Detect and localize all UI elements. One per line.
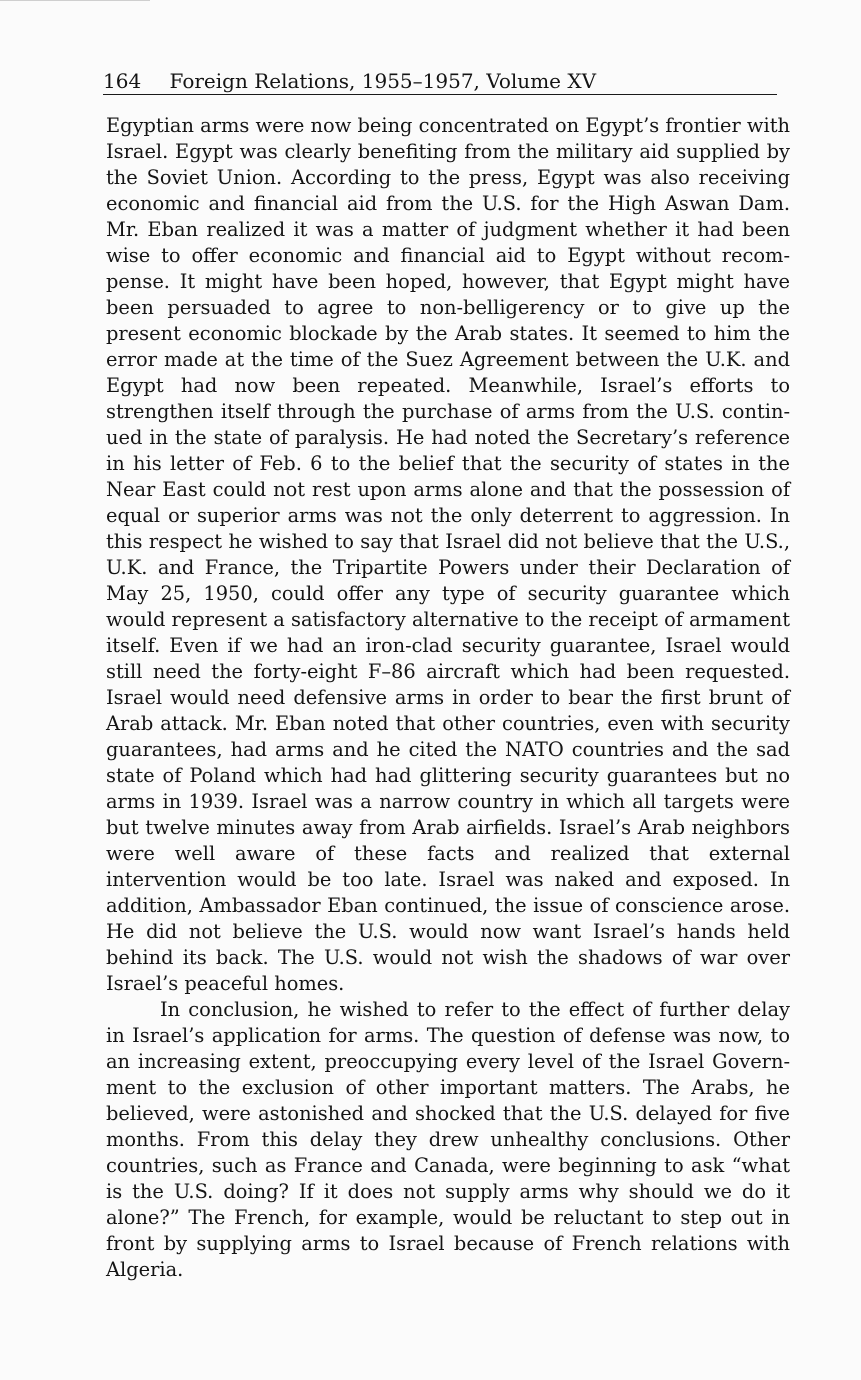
running-header bbox=[103, 68, 777, 95]
body-text bbox=[106, 113, 790, 1283]
page-number: 164 bbox=[103, 69, 142, 93]
paragraph-2: In conclusion, he wished to refer to the effect of further delay in Israel’s application for arms. The question of defense was now, to an increasing extent, preoccupying every level of the Israel Government to the exclusion of other important matters. The Arabs, he believed, were astonished and shocked that the U.S. delayed for five months. From this delay they drew unhealthy conclusions. Other countries, such as France and Canada, were beginning to ask “what is the U.S. doing? If it does not supply arms why should we do it alone?” The French, for example, would be reluctant to step out in front by supplying arms to Israel because of French relations with Algeria. bbox=[106, 998, 790, 1281]
scan-edge-mark bbox=[0, 0, 150, 1]
paragraph-1: Egyptian arms were now being concentrated on Egypt’s frontier with Israel. Egypt was clearly benefiting from the military aid supplied by the Soviet Union. According to the press, Egypt was also receiving economic and financial aid from the U.S. for the High Aswan Dam. Mr. Eban realized it was a matter of judgment whether it had been wise to offer economic and financial aid to Egypt without recompense. It might have been hoped, however, that Egypt might have been persuaded to agree to non-belligerency or to give up the present economic blockade by the Arab states. It seemed to him the error made at the time of the Suez Agreement between the U.K. and Egypt had now been repeated. Meanwhile, Israel’s efforts to strengthen itself through the purchase of arms from the U.S. continued in the state of paralysis. He had noted the Secretary’s reference in his letter of Feb. 6 to the belief that the security of states in the Near East could not rest upon arms alone and that the possession of equal or superior arms was not the only deterrent to aggression. In this respect he wished to say that Israel did not believe that the U.S., U.K. and France, the Tripartite Powers under their Declaration of May 25, 1950, could offer any type of security guarantee which would represent a satisfactory alternative to the receipt of armament itself. Even if we had an iron-clad security guarantee, Israel would still need the forty-eight F–86 aircraft which had been requested. Israel would need defensive arms in order to bear the first brunt of Arab attack. Mr. Eban noted that other countries, even with security guarantees, had arms and he cited the NATO countries and the sad state of Poland which had had glittering security guarantees but no arms in 1939. Israel was a narrow country in which all targets were but twelve minutes away from Arab airfields. Israel’s Arab neighbors were well aware of these facts and realized that external intervention would be too late. Israel was naked and exposed. In addition, Ambassador Eban continued, the issue of conscience arose. He did not believe the U.S. would now want Israel’s hands held behind its back. The U.S. would not wish the shadows of war over Israel’s peaceful homes. bbox=[106, 114, 791, 995]
running-title: Foreign Relations, 1955–1957, Volume XV bbox=[169, 69, 597, 93]
